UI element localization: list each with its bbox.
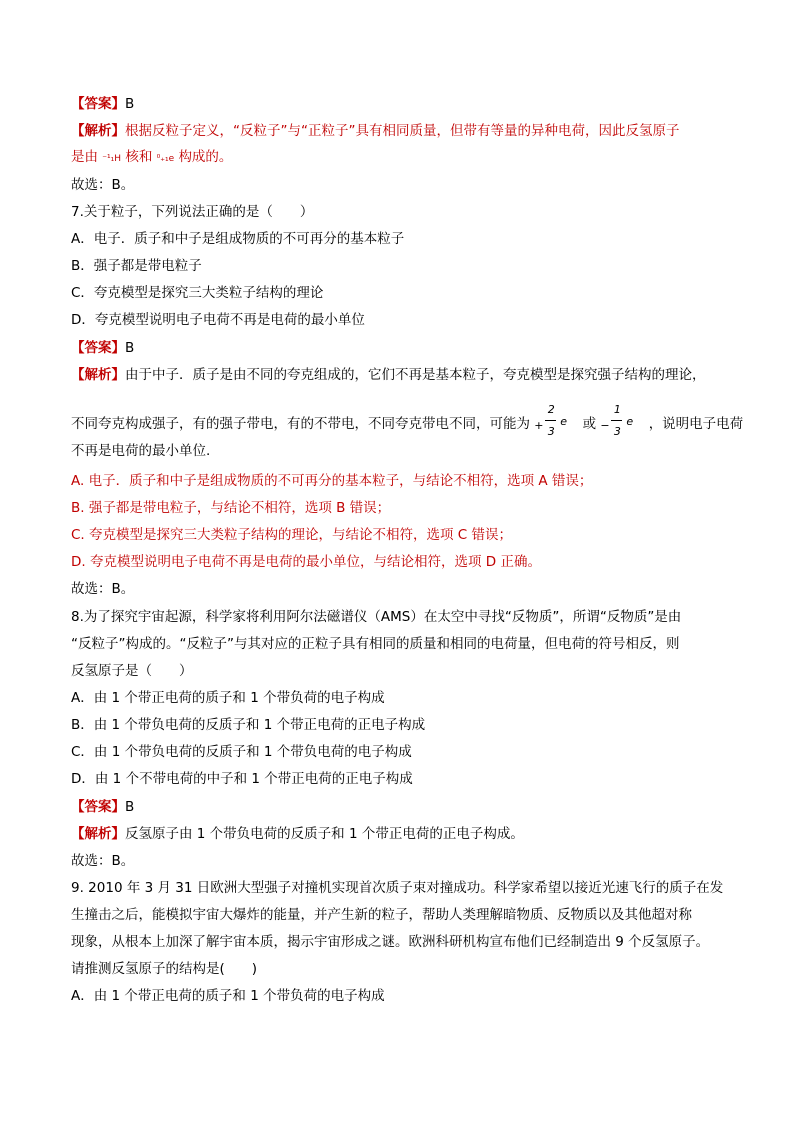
answer-value: B: [125, 96, 135, 112]
fraction-e: e: [560, 415, 568, 428]
fraction-denominator: 3: [613, 425, 621, 438]
q7-stem: 7.关于粒子，下列说法正确的是（ ）: [71, 204, 314, 220]
q7-explain-a: A. 电子．质子和中子是组成物质的不可再分的基本粒子，与结论不相符，选项 A 错误；: [71, 473, 593, 489]
q8-stem-line-2: “反粒子”构成的。“反粒子”与其对应的正粒子具有相同的质量和相同的电荷量，但电荷的符号相反，则: [71, 636, 680, 652]
fraction-e: e: [626, 415, 634, 428]
q8-choose: 故选：B。: [71, 853, 135, 869]
fraction-minus-one-third-e: [600, 403, 644, 438]
fraction-sign: −: [600, 419, 610, 432]
q6-analysis-line-1: [71, 121, 679, 141]
fraction-sign: +: [534, 419, 544, 432]
q7-explain-c: C. 夸克模型是探究三大类粒子结构的理论，与结论不相符，选项 C 错误；: [71, 527, 513, 543]
q8-option-c: C．由 1 个带负电荷的反质子和 1 个带负电荷的电子构成: [71, 744, 412, 760]
q8-stem-line-1: 8.为了探究宇宙起源，科学家将利用阿尔法磁谱仪（AMS）在太空中寻找“反物质”，所谓“反物质”是由: [71, 609, 682, 625]
q6-analysis-line-2: [71, 147, 232, 169]
analysis-text: 根据反粒子定义，“反粒子”与“正粒子”具有相同质量，但带有等量的异种电荷，因此反氢原子: [125, 123, 680, 139]
q7-option-d: D．夸克模型说明电子电荷不再是电荷的最小单位: [71, 312, 365, 328]
analysis-text: 由于中子．质子是由不同的夸克组成的，它们不再是基本粒子，夸克模型是探究强子结构的理论，: [125, 367, 706, 383]
or-text: 或: [582, 416, 597, 432]
q8-option-a: A．由 1 个带正电荷的质子和 1 个带负荷的电子构成: [71, 690, 385, 706]
q7-explain-d: D. 夸克模型说明电子电荷不再是电荷的最小单位，与结论相符，选项 D 正确。: [71, 554, 541, 570]
q8-answer-line: [71, 797, 134, 817]
q7-explain-b: B. 强子都是带电粒子，与结论不相符，选项 B 错误；: [71, 500, 391, 516]
fraction-bar: [611, 420, 622, 421]
q8-option-d: D．由 1 个不带电荷的中子和 1 个带正电荷的正电子构成: [71, 771, 413, 787]
analysis-text: ，说明电子电荷: [648, 416, 744, 432]
answer-tag: 【答案】: [71, 799, 125, 815]
q7-analysis-line-1: [71, 365, 706, 385]
q6-answer-line: [71, 94, 134, 114]
analysis-tag: 【解析】: [71, 123, 125, 139]
q7-option-a: A．电子．质子和中子是组成物质的不可再分的基本粒子: [71, 231, 405, 247]
q7-choose: 故选：B。: [71, 581, 135, 597]
q7-analysis-line-3: 不再是电荷的最小单位.: [71, 443, 211, 459]
fraction-numerator: 1: [613, 403, 621, 416]
analysis-text: 构成的。: [178, 149, 233, 165]
q9-stem-line-2: 生撞击之后，能模拟宇宙大爆炸的能量，并产生新的粒子，帮助人类理解暗物质、反物质以及其他超对称: [71, 907, 692, 923]
q6-choose: 故选：B。: [71, 177, 135, 193]
answer-tag: 【答案】: [71, 96, 125, 112]
analysis-text: 不同夸克构成强子，有的强子带电，有的不带电，不同夸克带电不同，可能为: [71, 416, 530, 432]
q7-option-b: B．强子都是带电粒子: [71, 258, 202, 274]
analysis-text: 核和: [125, 149, 153, 165]
q9-option-a: A．由 1 个带正电荷的质子和 1 个带负荷的电子构成: [71, 988, 385, 1004]
q8-analysis-line: [71, 824, 524, 844]
q9-stem-line-3: 现象，从根本上加深了解宇宙本质，揭示宇宙形成之谜。欧洲科研机构宣布他们已经制造出 9 个反氢原子。: [71, 934, 710, 950]
isotope-positron: ⁰₊₁e: [156, 154, 175, 164]
q7-answer-line: [71, 338, 134, 358]
q8-option-b: B．由 1 个带负电荷的反质子和 1 个带正电荷的正电子构成: [71, 717, 426, 733]
analysis-text: 反氢原子由 1 个带负电荷的反质子和 1 个带正电荷的正电子构成。: [125, 826, 524, 842]
analysis-text: 是由: [71, 149, 98, 165]
q9-stem-line-4: 请推测反氢原子的结构是( ): [71, 961, 258, 977]
q9-stem-line-1: 9. 2010 年 3 月 31 日欧洲大型强子对撞机实现首次质子束对撞成功。科学家希望以接近光速飞行的质子在发: [71, 880, 724, 896]
answer-tag: 【答案】: [71, 340, 125, 356]
answer-value: B: [125, 340, 135, 356]
analysis-tag: 【解析】: [71, 367, 125, 383]
fraction-bar: [545, 420, 556, 421]
fraction-plus-two-thirds-e: [534, 403, 578, 438]
q8-stem-line-3: 反氢原子是（ ）: [71, 663, 193, 679]
answer-value: B: [125, 799, 135, 815]
q7-analysis-line-2: [71, 403, 744, 438]
q7-option-c: C．夸克模型是探究三大类粒子结构的理论: [71, 285, 324, 301]
fraction-numerator: 2: [547, 403, 555, 416]
isotope-antiproton: ⁻¹₁H: [102, 154, 122, 164]
analysis-tag: 【解析】: [71, 826, 125, 842]
fraction-denominator: 3: [547, 425, 555, 438]
